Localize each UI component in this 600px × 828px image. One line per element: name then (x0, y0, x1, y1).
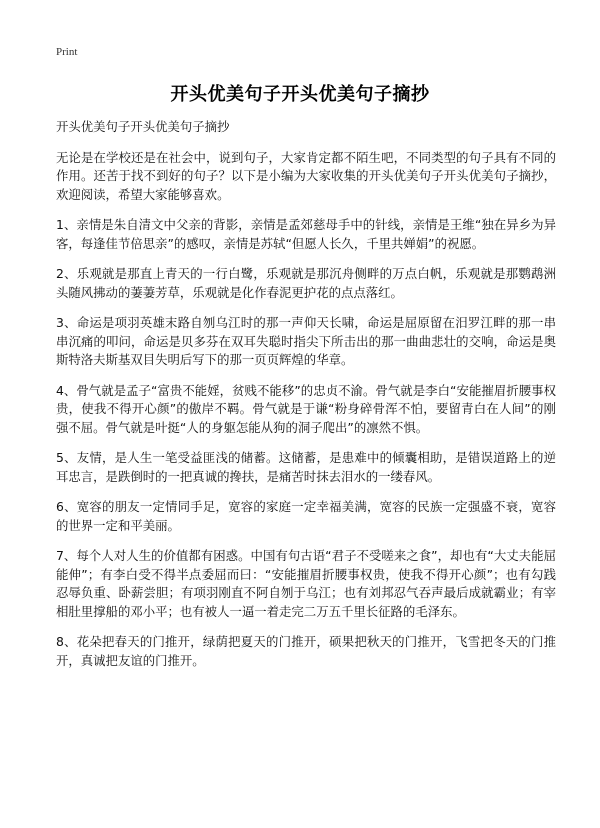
page-title: 开头优美句子开头优美句子摘抄 (170, 84, 430, 105)
paragraph-6: 6、宽容的朋友一定情同手足，宽容的家庭一定幸福美满，宽容的民族一定强盛不衰，宽容的世界一定和平美丽。 (56, 499, 556, 533)
paragraph-2: 2、乐观就是那直上青天的一行白鹭，乐观就是那沉舟侧畔的万点白帆，乐观就是那鹦鹉洲头随风拂动的萋萋芳草，乐观就是化作春泥更护花的点点落红。 (56, 266, 556, 300)
print-link[interactable]: Print (56, 46, 78, 58)
paragraph-3: 3、命运是项羽英雄末路自刎乌江时的那一声仰天长啸，命运是屈原留在汨罗江畔的那一串串沉痛的叩问，命运是贝多芬在双耳失聪时指尖下所击出的那一曲曲悲壮的交响，命运是奥斯特洛夫斯基双目失明后写下的那一页页辉煌的华章。 (56, 315, 556, 367)
paragraph-4: 4、骨气就是孟子“富贵不能婬，贫贱不能移”的忠贞不渝。骨气就是李白“安能摧眉折腰事权贵，使我不得开心颜”的傲岸不羁。骨气就是于谦“粉身碎骨浑不怕，要留青白在人间”的刚强不屈。骨气就是叶挺“人的身躯怎能从狗的洞子爬出”的凛然不惧。 (56, 382, 556, 435)
paragraph-8: 8、花朵把春天的门推开，绿荫把夏天的门推开，硕果把秋天的门推开，飞雪把冬天的门推开，真诚把友谊的门推开。 (56, 634, 556, 668)
paragraph-1: 1、亲情是朱自清文中父亲的背影，亲情是孟郊慈母手中的针线，亲情是王维“独在异乡为异客，每逢佳节倍思亲”的感叹，亲情是苏轼“但愿人长久，千里共婵娟”的祝愿。 (56, 217, 556, 251)
intro-paragraph: 无论是在学校还是在社会中，说到句子，大家肯定都不陌生吧，不同类型的句子具有不同的作用。还苦于找不到好的句子？以下是小编为大家收集的开头优美句子开头优美句子摘抄，欢迎阅读，希望大家能够喜欢。 (56, 149, 556, 202)
article-body (56, 118, 556, 682)
paragraph-7: 7、每个人对人生的价值都有困惑。中国有句古语“君子不受嗟来之食”，却也有“大丈夫能屈能伸”；有李白受不得半点委屈而曰：“安能摧眉折腰事权贵，使我不得开心颜”；也有勾践忍辱负重、卧薪尝胆；有项羽刚直不阿自刎于乌江；也有刘邦忍气吞声最后成就霸业；有宰相肚里撑船的邓小平；也有被人一逼一着走完二万五千里长征路的毛泽东。 (56, 548, 556, 619)
paragraph-5: 5、友情，是人生一笔受益匪浅的储蓄。这储蓄，是患难中的倾囊相助，是错误道路上的逆耳忠言，是跌倒时的一把真诚的搀扶，是痛苦时抹去泪水的一缕春风。 (56, 450, 556, 484)
article-subtitle: 开头优美句子开头优美句子摘抄 (56, 119, 230, 134)
